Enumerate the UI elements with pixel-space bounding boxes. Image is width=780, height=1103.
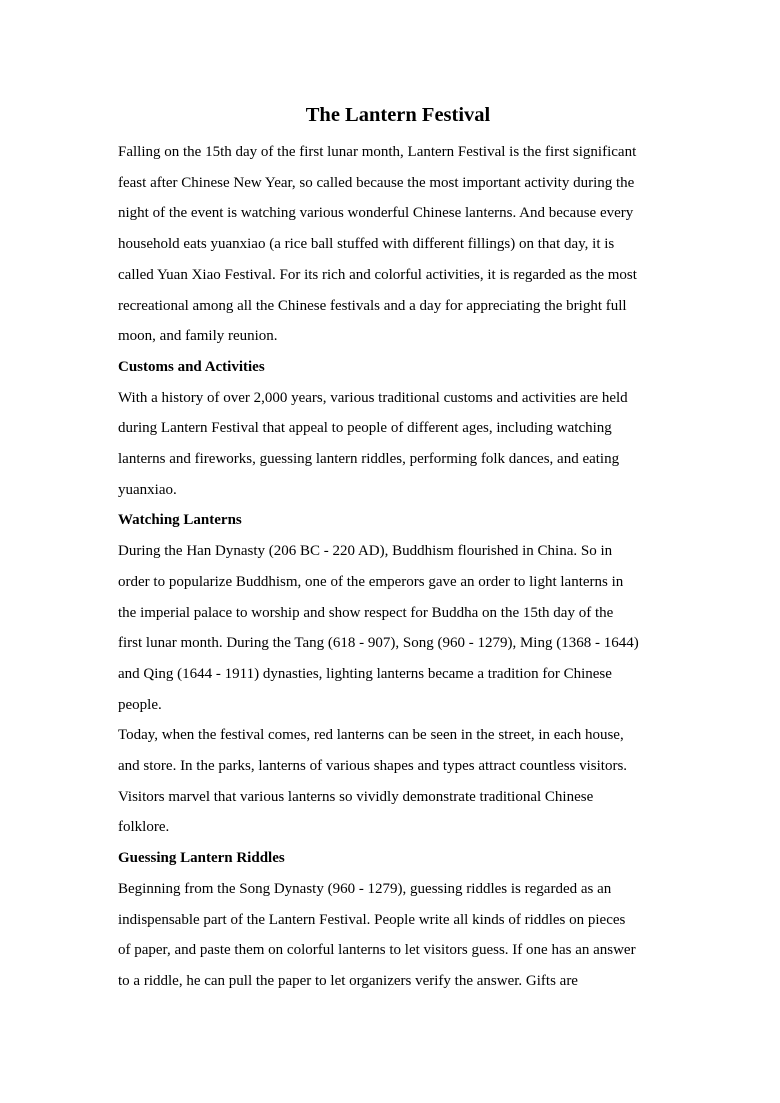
- document-body: [118, 101, 678, 997]
- paragraph-line: During the Han Dynasty (206 BC - 220 AD), Buddhism flourished in China. So in: [118, 543, 613, 560]
- paragraph-line: Beginning from the Song Dynasty (960 - 1279), guessing riddles is regarded as an: [118, 880, 612, 897]
- paragraph-line: Today, when the festival comes, red lanterns can be seen in the street, in each house,: [118, 727, 624, 744]
- paragraph-line: people.: [118, 696, 162, 713]
- intro-paragraph: [118, 137, 678, 352]
- paragraph-line: first lunar month. During the Tang (618 - 907), Song (960 - 1279), Ming (1368 - 1644): [118, 635, 639, 652]
- paragraph-line: night of the event is watching various wonderful Chinese lanterns. And because every: [118, 205, 634, 222]
- section-heading-watching-lanterns: Watching Lanterns: [118, 512, 242, 529]
- riddles-paragraph: [118, 874, 678, 997]
- paragraph-line: recreational among all the Chinese festivals and a day for appreciating the bright full: [118, 297, 627, 314]
- page-title: The Lantern Festival: [305, 104, 491, 126]
- paragraph-line: during Lantern Festival that appeal to people of different ages, including watching: [118, 420, 612, 437]
- watching-paragraph-2: [118, 720, 678, 843]
- customs-paragraph: [118, 383, 678, 506]
- paragraph-line: household eats yuanxiao (a rice ball stuffed with different fillings) on that day, it is: [118, 236, 615, 253]
- paragraph-line: and store. In the parks, lanterns of various shapes and types attract countless visitors.: [118, 758, 628, 775]
- paragraph-line: and Qing (1644 - 1911) dynasties, lighting lanterns became a tradition for Chinese: [118, 665, 612, 682]
- paragraph-line: order to popularize Buddhism, one of the emperors gave an order to light lanterns in: [118, 573, 624, 590]
- section-heading-riddles: Guessing Lantern Riddles: [118, 850, 285, 867]
- paragraph-line: Falling on the 15th day of the first lunar month, Lantern Festival is the first significant: [118, 144, 637, 160]
- paragraph-line: lanterns and fireworks, guessing lantern riddles, performing folk dances, and eating: [118, 451, 620, 468]
- section-heading-customs: Customs and Activities: [118, 358, 265, 375]
- paragraph-line: With a history of over 2,000 years, various traditional customs and activities are held: [118, 389, 628, 406]
- paragraph-line: called Yuan Xiao Festival. For its rich and colorful activities, it is regarded as the most: [118, 266, 637, 283]
- paragraph-line: yuanxiao.: [118, 481, 177, 498]
- paragraph-line: feast after Chinese New Year, so called because the most important activity during the: [118, 174, 635, 191]
- paragraph-line: moon, and family reunion.: [118, 328, 278, 345]
- paragraph-line: to a riddle, he can pull the paper to let organizers verify the answer. Gifts are: [118, 972, 578, 989]
- paragraph-line: folklore.: [118, 819, 170, 836]
- paragraph-line: indispensable part of the Lantern Festival. People write all kinds of riddles on pieces: [118, 911, 626, 928]
- paragraph-line: the imperial palace to worship and show respect for Buddha on the 15th day of the: [118, 604, 614, 621]
- paragraph-line: of paper, and paste them on colorful lanterns to let visitors guess. If one has an answer: [118, 942, 636, 959]
- paragraph-line: Visitors marvel that various lanterns so vividly demonstrate traditional Chinese: [118, 788, 594, 805]
- watching-paragraph-1: [118, 536, 678, 720]
